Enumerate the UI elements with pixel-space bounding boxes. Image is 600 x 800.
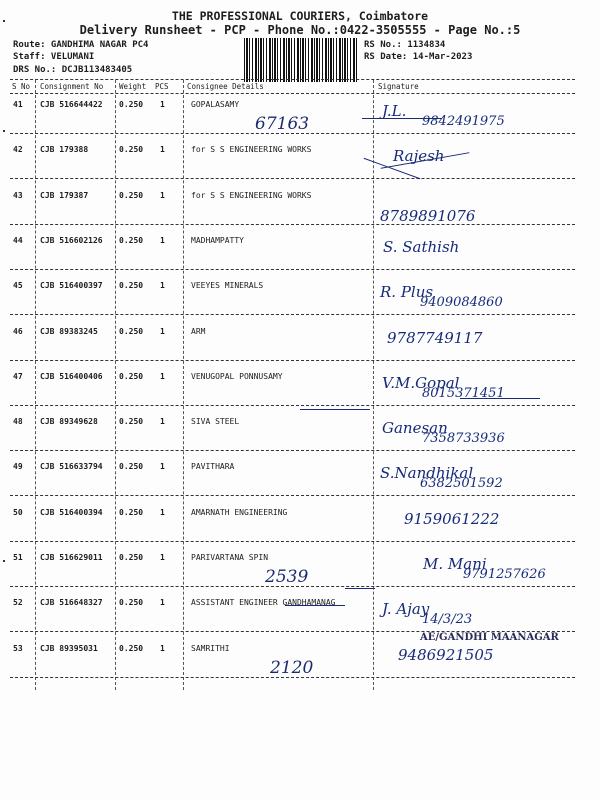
company-title: THE PROFESSIONAL COURIERS, Coimbatore bbox=[171, 9, 429, 23]
col-divider bbox=[183, 80, 184, 690]
ink-stroke bbox=[362, 118, 442, 119]
row-consignee: ASSISTANT ENGINEER GANDHAMANAG bbox=[191, 598, 336, 607]
row-weight: 0.250 bbox=[119, 281, 144, 290]
row-signature-phone: 9842491975 bbox=[422, 114, 505, 129]
col-header-weight: Weight bbox=[119, 82, 147, 91]
row-signature: 9787749117 bbox=[387, 329, 483, 347]
row-consignee: ARM bbox=[191, 327, 206, 336]
row-consignment-no: CJB 516648327 bbox=[40, 598, 103, 607]
col-header-consignee: Consignee Details bbox=[187, 82, 264, 91]
row-signature: J.L. bbox=[382, 102, 407, 120]
row-weight: 0.250 bbox=[119, 553, 144, 562]
row-weight: 0.250 bbox=[119, 417, 144, 426]
ink-stroke bbox=[300, 409, 370, 410]
row-consignment-no: CJB 516400406 bbox=[40, 372, 103, 381]
col-divider bbox=[115, 80, 116, 690]
row-consignment-no: CJB 89383245 bbox=[40, 327, 98, 336]
row-signature-phone: 9409084860 bbox=[420, 295, 503, 310]
row-weight: 0.250 bbox=[119, 462, 144, 471]
row-weight: 0.250 bbox=[119, 145, 144, 154]
row-pcs: 1 bbox=[160, 462, 165, 471]
row-sno: 51 bbox=[13, 553, 23, 562]
row-signature: R. Plus bbox=[380, 283, 434, 301]
row-weight: 0.250 bbox=[119, 236, 144, 245]
row-signature-phone: 7358733936 bbox=[422, 431, 505, 446]
row-signature: Rajesh bbox=[393, 147, 445, 165]
row-pcs: 1 bbox=[160, 191, 165, 200]
row-separator bbox=[10, 178, 575, 179]
row-consignment-no: CJB 179388 bbox=[40, 145, 89, 154]
row-sno: 52 bbox=[13, 598, 23, 607]
row-consignee: MADHAMPATTY bbox=[191, 236, 244, 245]
row-pcs: 1 bbox=[160, 598, 165, 607]
row-consignment-no: CJB 516644422 bbox=[40, 100, 103, 109]
row-consignee: PAVITHARA bbox=[191, 462, 235, 471]
row-sno: 53 bbox=[13, 644, 23, 653]
ink-stroke bbox=[345, 588, 375, 589]
row-consignment-no: CJB 179387 bbox=[40, 191, 89, 200]
route-label: Route: GANDHIMA NAGAR PC4 bbox=[13, 40, 149, 50]
rs-date: RS Date: 14-Mar-2023 bbox=[364, 52, 473, 62]
row-pcs: 1 bbox=[160, 508, 165, 517]
row-consignee: for S S ENGINEERING WORKS bbox=[191, 145, 312, 154]
col-divider bbox=[373, 80, 374, 690]
row-sno: 42 bbox=[13, 145, 23, 154]
row-pcs: 1 bbox=[160, 417, 165, 426]
row-consignment-no: CJB 516400394 bbox=[40, 508, 103, 517]
row-separator bbox=[10, 269, 575, 270]
rs-number: RS No.: 1134834 bbox=[364, 40, 446, 50]
row-signature: 9159061222 bbox=[404, 510, 500, 528]
row-pcs: 1 bbox=[160, 553, 165, 562]
row-consignee: VENUGOPAL PONNUSAMY bbox=[191, 372, 283, 381]
row-pcs: 1 bbox=[160, 644, 165, 653]
row-consignee: PARIVARTANA SPIN bbox=[191, 553, 269, 562]
row-sno: 46 bbox=[13, 327, 23, 336]
row-separator bbox=[10, 224, 575, 225]
row-pcs: 1 bbox=[160, 100, 165, 109]
row-consignee: for S S ENGINEERING WORKS bbox=[191, 191, 312, 200]
col-divider bbox=[35, 80, 36, 690]
row-weight: 0.250 bbox=[119, 508, 144, 517]
ink-stroke bbox=[460, 398, 540, 399]
row-pcs: 1 bbox=[160, 281, 165, 290]
runsheet-title: Delivery Runsheet - PCP - Phone No.:0422-3505555 - Page No.:5 bbox=[79, 23, 521, 37]
row-separator bbox=[10, 495, 575, 496]
row-consignment-no: CJB 516633794 bbox=[40, 462, 103, 471]
header-rule-top bbox=[10, 79, 575, 80]
row-consignee: SIVA STEEL bbox=[191, 417, 240, 426]
row-separator bbox=[10, 677, 575, 678]
row-consignment-no: CJB 516629011 bbox=[40, 553, 103, 562]
row-separator bbox=[10, 450, 575, 451]
row-consignment-no: CJB 89395031 bbox=[40, 644, 98, 653]
ink-stroke bbox=[285, 605, 345, 606]
row-separator bbox=[10, 631, 575, 632]
row-weight: 0.250 bbox=[119, 372, 144, 381]
row-sno: 50 bbox=[13, 508, 23, 517]
row-weight: 0.250 bbox=[119, 598, 144, 607]
row-handwritten-note: 67163 bbox=[255, 114, 310, 134]
staff-label: Staff: VELUMANI bbox=[13, 52, 95, 62]
row-sno: 45 bbox=[13, 281, 23, 290]
row-signature: V.M.Gopal bbox=[382, 374, 460, 392]
row-consignee: GOPALASAMY bbox=[191, 100, 240, 109]
row-weight: 0.250 bbox=[119, 100, 144, 109]
row-sno: 49 bbox=[13, 462, 23, 471]
row-separator bbox=[10, 405, 575, 406]
row-signature: J. Ajay bbox=[382, 600, 430, 618]
row-weight: 0.250 bbox=[119, 644, 144, 653]
row-sno: 43 bbox=[13, 191, 23, 200]
col-header-pcs: PCS bbox=[155, 82, 169, 91]
row-weight: 0.250 bbox=[119, 327, 144, 336]
row-consignment-no: CJB 516400397 bbox=[40, 281, 103, 290]
row-signature-phone: 8015371451 bbox=[422, 386, 505, 401]
row-weight: 0.250 bbox=[119, 191, 144, 200]
barcode bbox=[244, 38, 358, 82]
row-consignment-no: CJB 89349628 bbox=[40, 417, 98, 426]
row-separator bbox=[10, 360, 575, 361]
col-header-signature: Signature bbox=[378, 82, 419, 91]
row-sno: 48 bbox=[13, 417, 23, 426]
row-stamp: AE/GANDHI MAANAGAR bbox=[420, 632, 559, 643]
row-consignee: AMARNATH ENGINEERING bbox=[191, 508, 288, 517]
row-pcs: 1 bbox=[160, 236, 165, 245]
row-signature: M. Mani bbox=[423, 555, 487, 573]
row-handwritten-note: 2539 bbox=[265, 567, 309, 587]
row-signature: Ganesan bbox=[382, 419, 448, 437]
row-sno: 47 bbox=[13, 372, 23, 381]
row-consignee: VEEYES MINERALS bbox=[191, 281, 264, 290]
col-header-consignment: Consignment No bbox=[40, 82, 104, 91]
row-separator bbox=[10, 133, 575, 134]
row-signature: 8789891076 bbox=[380, 207, 476, 225]
row-signature-phone: 9791257626 bbox=[463, 567, 546, 582]
col-header-sno: S No bbox=[12, 82, 31, 91]
row-signature-phone: 6382501592 bbox=[420, 476, 503, 491]
row-signature: S.Nandhikal bbox=[380, 464, 474, 482]
row-signature: S. Sathish bbox=[383, 238, 460, 256]
row-consignment-no: CJB 516602126 bbox=[40, 236, 103, 245]
row-pcs: 1 bbox=[160, 327, 165, 336]
row-signature: 9486921505 bbox=[398, 646, 494, 664]
row-separator bbox=[10, 541, 575, 542]
row-pcs: 1 bbox=[160, 372, 165, 381]
row-sno: 41 bbox=[13, 100, 23, 109]
row-separator bbox=[10, 586, 575, 587]
drs-number: DRS No.: DCJB113483405 bbox=[13, 65, 133, 75]
row-pcs: 1 bbox=[160, 145, 165, 154]
row-signature-phone: 14/3/23 bbox=[422, 612, 473, 627]
row-consignee: SAMRITHI bbox=[191, 644, 230, 653]
header-rule-bottom bbox=[10, 93, 575, 94]
row-sno: 44 bbox=[13, 236, 23, 245]
row-separator bbox=[10, 314, 575, 315]
row-handwritten-note: 2120 bbox=[270, 658, 314, 678]
